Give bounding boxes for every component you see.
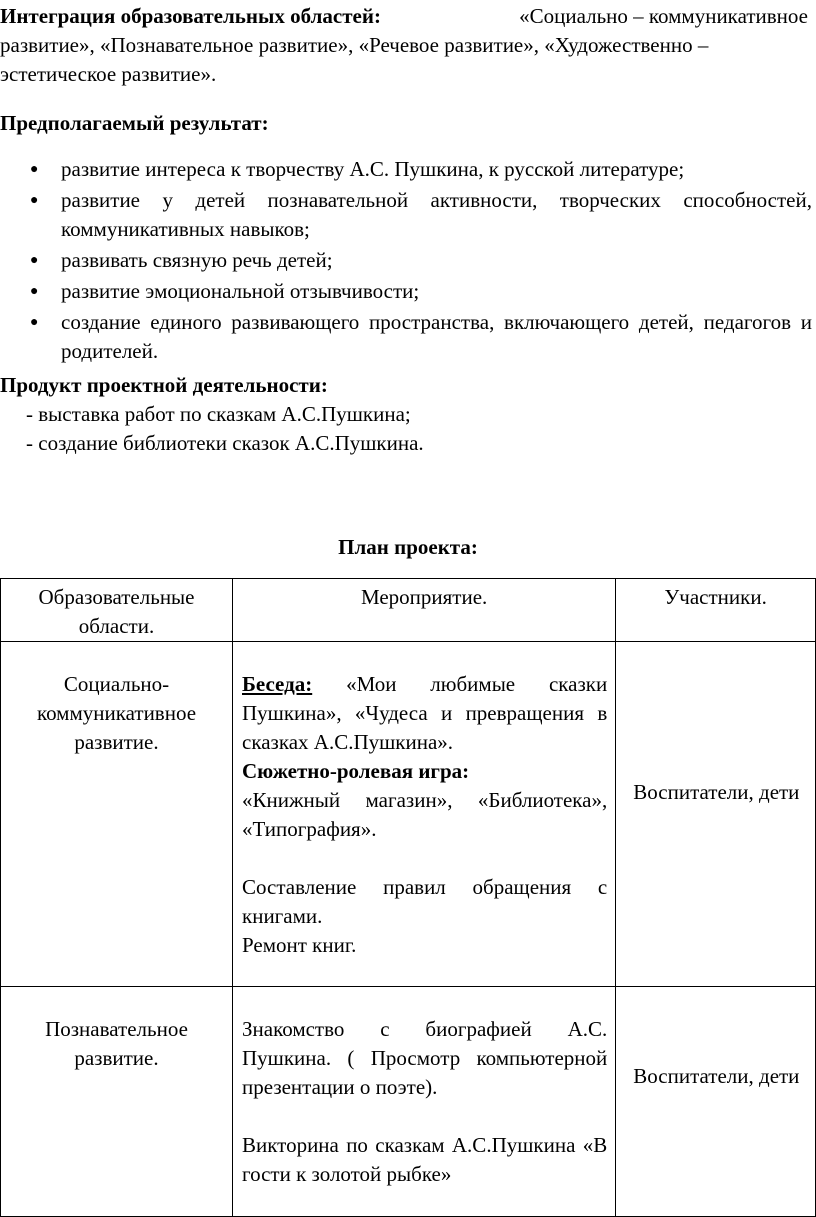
- integration-paragraph: [0, 2, 808, 89]
- event-cell: [233, 987, 616, 1217]
- bullet-icon: ●: [30, 253, 39, 268]
- list-item: ● создание единого развивающего пространства, включающего детей, педагогов и родителей.: [30, 310, 812, 363]
- rules-text: Составление правил обращения с книгами.: [242, 875, 608, 928]
- event-cell: [233, 642, 616, 987]
- plan-title: План проекта:: [338, 535, 478, 559]
- list-item: ● развитие интереса к творчеству А.С. Пушкина, к русской литературе;: [0, 155, 812, 184]
- header-participants: Участники.: [616, 579, 816, 642]
- integration-line-1: [0, 2, 808, 31]
- list-item: - выставка работ по сказкам А.С.Пушкина;: [26, 402, 411, 426]
- table-header-row: [1, 579, 816, 642]
- product-list: [26, 400, 424, 458]
- integration-line-3: эстетическое развитие».: [0, 62, 217, 86]
- list-item: - создание библиотеки сказок А.С.Пушкина.: [26, 431, 424, 455]
- list-item: ● развитие эмоциональной отзывчивости;: [0, 277, 812, 306]
- expected-result-heading: Предполагаемый результат:: [0, 111, 269, 135]
- integration-line-2: развитие», «Познавательное развитие», «Речевое развитие», «Художественно –: [0, 33, 709, 57]
- bullet-icon: ●: [30, 315, 39, 330]
- list-item: ● развивать связную речь детей;: [0, 246, 812, 275]
- plan-table: [0, 578, 816, 1217]
- bullet-icon: ●: [30, 162, 39, 177]
- conversation-text: Беседа: «Мои любимые сказки Пушкина», «Чудеса и превращения в сказках А.С.Пушкина».: [242, 672, 608, 754]
- roleplay-label: Сюжетно-ролевая игра:: [242, 759, 470, 783]
- quiz-text: Викторина по сказкам А.С.Пушкина «В гости к золотой рыбке»: [242, 1133, 608, 1186]
- participants-cell: Воспитатели, дети: [616, 987, 816, 1217]
- roleplay-text: «Книжный магазин», «Библиотека», «Типография».: [242, 788, 608, 841]
- integration-line1-rest: «Социально – коммуникативное: [519, 4, 808, 28]
- area-cell: Познавательное развитие.: [1, 987, 233, 1217]
- list-item: ● развитие у детей познавательной активности, творческих способностей, коммуникативных навыков;: [30, 188, 812, 241]
- repair-text: Ремонт книг.: [242, 933, 357, 957]
- acquaintance-text: Знакомство с биографией А.С. Пушкина. ( Просмотр компьютерной презентации о поэте).: [242, 1017, 608, 1099]
- table-row: [1, 642, 816, 987]
- header-event: Мероприятие.: [233, 579, 616, 642]
- participants-cell: Воспитатели, дети: [616, 642, 816, 987]
- area-cell: Социально- коммуникативное развитие.: [1, 642, 233, 987]
- header-area: Образовательные области.: [1, 579, 233, 642]
- bullet-icon: ●: [30, 284, 39, 299]
- product-heading: Продукт проектной деятельности:: [0, 373, 328, 397]
- expected-result-list: [0, 155, 812, 368]
- integration-label: Интеграция образовательных областей:: [0, 4, 381, 28]
- table-row: [1, 987, 816, 1217]
- bullet-icon: ●: [30, 193, 39, 208]
